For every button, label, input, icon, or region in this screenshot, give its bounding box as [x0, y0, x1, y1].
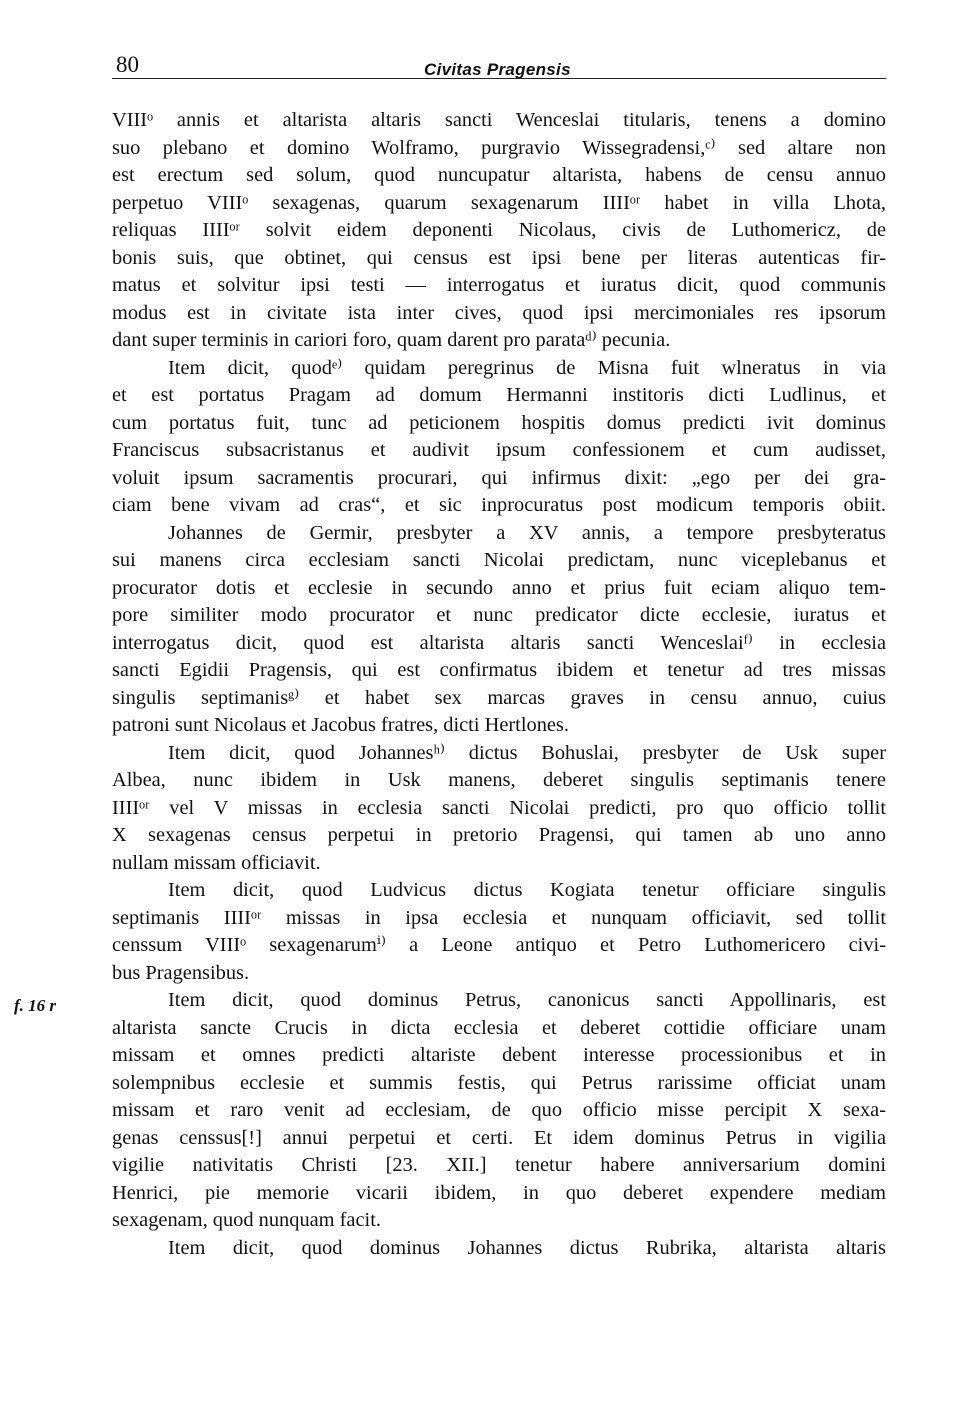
- header-rule: [112, 78, 886, 79]
- text-line: septimanis IIIIᵒʳ missas in ipsa ecclesia et nunquam officiavit, sed tollit: [112, 906, 886, 929]
- text-line: nullam missam officiavit.: [112, 851, 321, 874]
- text-line: missam et omnes predicti altariste debent interesse processionibus et in: [112, 1044, 886, 1066]
- text-line: sancti Egidii Pragensis, qui est confirmatus ibidem et tenetur ad tres missas: [112, 659, 886, 681]
- text-line: Item dicit, quodᵉ⁾ quidam peregrinus de Misna fuit wlneratus in via: [168, 356, 886, 379]
- text-line: Henrici, pie memorie vicarii ibidem, in quo deberet expendere mediam: [112, 1181, 886, 1204]
- text-line: altarista sancte Crucis in dicta ecclesia et deberet cottidie officiare unam: [112, 1016, 886, 1039]
- text-line: patroni sunt Nicolaus et Jacobus fratres, dicti Hertlones.: [112, 714, 569, 736]
- text-line: missam et raro venit ad ecclesiam, de quo officio misse percipit X sexa-: [112, 1099, 886, 1121]
- text-line: dant super terminis in cariori foro, quam darent pro parataᵈ⁾ pecunia.: [112, 329, 671, 351]
- text-line: VIIIᵒ annis et altarista altaris sancti Wenceslai titularis, tenens a domino: [112, 109, 886, 131]
- text-line: est erectum sed solum, quod nuncupatur altarista, habens de censu annuo: [112, 164, 886, 186]
- text-line: Item dicit, quod Johannesʰ⁾ dictus Bohuslai, presbyter de Usk super: [168, 741, 886, 764]
- text-line: Johannes de Germir, presbyter a XV annis, a tempore presbyteratus: [168, 521, 886, 544]
- text-line: Albea, nunc ibidem in Usk manens, deberet singulis septimanis tenere: [112, 769, 886, 791]
- text-line: genas censsus[!] annui perpetui et certi. Et idem dominus Petrus in vigilia: [112, 1126, 886, 1149]
- folio-margin-note: f. 16 r: [14, 996, 57, 1015]
- text-line: reliquas IIIIᵒʳ solvit eidem deponenti Nicolaus, civis de Luthomericz, de: [112, 219, 886, 241]
- text-line: procurator dotis et ecclesie in secundo anno et prius fuit eciam aliquo tem-: [112, 576, 886, 599]
- text-line: solempnibus ecclesie et summis festis, qui Petrus rarissime officiat unam: [112, 1071, 886, 1094]
- text-line: matus et solvitur ipsi testi — interrogatus et iuratus dicit, quod communis: [112, 274, 886, 296]
- text-line: modus est in civitate ista inter cives, quod ipsi mercimoniales res ipsorum: [112, 301, 886, 324]
- text-line: Item dicit, quod Ludvicus dictus Kogiata tenetur officiare singulis: [168, 879, 886, 901]
- text-line: ciam bene vivam ad cras“, et sic inprocuratus post modicum temporis obiit.: [112, 494, 886, 516]
- running-title: Civitas Pragensis: [424, 60, 571, 79]
- text-line: X sexagenas census perpetui in pretorio Pragensi, qui tamen ab uno anno: [112, 824, 886, 846]
- text-line: et est portatus Pragam ad domum Hermanni institoris dicti Ludlinus, et: [112, 384, 886, 406]
- text-line: interrogatus dicit, quod est altarista altaris sancti Wenceslaiᶠ⁾ in ecclesia: [112, 631, 886, 654]
- page-number: 80: [116, 52, 139, 77]
- text-line: sexagenam, quod nunquam facit.: [112, 1209, 381, 1231]
- text-line: perpetuo VIIIᵒ sexagenas, quarum sexagenarum IIIIᵒʳ habet in villa Lhota,: [112, 191, 886, 214]
- text-line: pore similiter modo procurator et nunc predicator dicte ecclesie, iuratus et: [112, 604, 886, 626]
- text-line: vigilie nativitatis Christi [23. XII.] tenetur habere anniversarium domini: [112, 1154, 886, 1176]
- text-line: suo plebano et domino Wolframo, purgravio Wissegradensi,ᶜ⁾ sed altare non: [112, 136, 886, 159]
- document-body: [112, 107, 886, 1262]
- text-line: bonis suis, que obtinet, qui census est ipsi bene per literas autenticas fir-: [112, 246, 886, 269]
- text-line: censsum VIIIᵒ sexagenarumⁱ⁾ a Leone antiquo et Petro Luthomericero civi-: [112, 934, 886, 956]
- text-line: Item dicit, quod dominus Petrus, canonicus sancti Appollinaris, est: [168, 989, 886, 1011]
- page-header: [112, 52, 886, 82]
- text-line: singulis septimanisᵍ⁾ et habet sex marcas graves in censu annuo, cuius: [112, 686, 886, 709]
- text-line: Franciscus subsacristanus et audivit ipsum confessionem et cum audisset,: [112, 439, 886, 461]
- text-line: bus Pragensibus.: [112, 961, 250, 984]
- text-line: voluit ipsum sacramentis procurari, qui infirmus dixit: „ego per dei gra-: [112, 466, 886, 489]
- text-line: sui manens circa ecclesiam sancti Nicolai predictam, nunc viceplebanus et: [112, 549, 886, 571]
- text-line: cum portatus fuit, tunc ad peticionem hospitis domus predicti ivit dominus: [112, 411, 886, 434]
- text-line: Item dicit, quod dominus Johannes dictus Rubrika, altarista altaris: [168, 1236, 886, 1259]
- text-line: IIIIᵒʳ vel V missas in ecclesia sancti Nicolai predicti, pro quo officio tollit: [112, 796, 886, 819]
